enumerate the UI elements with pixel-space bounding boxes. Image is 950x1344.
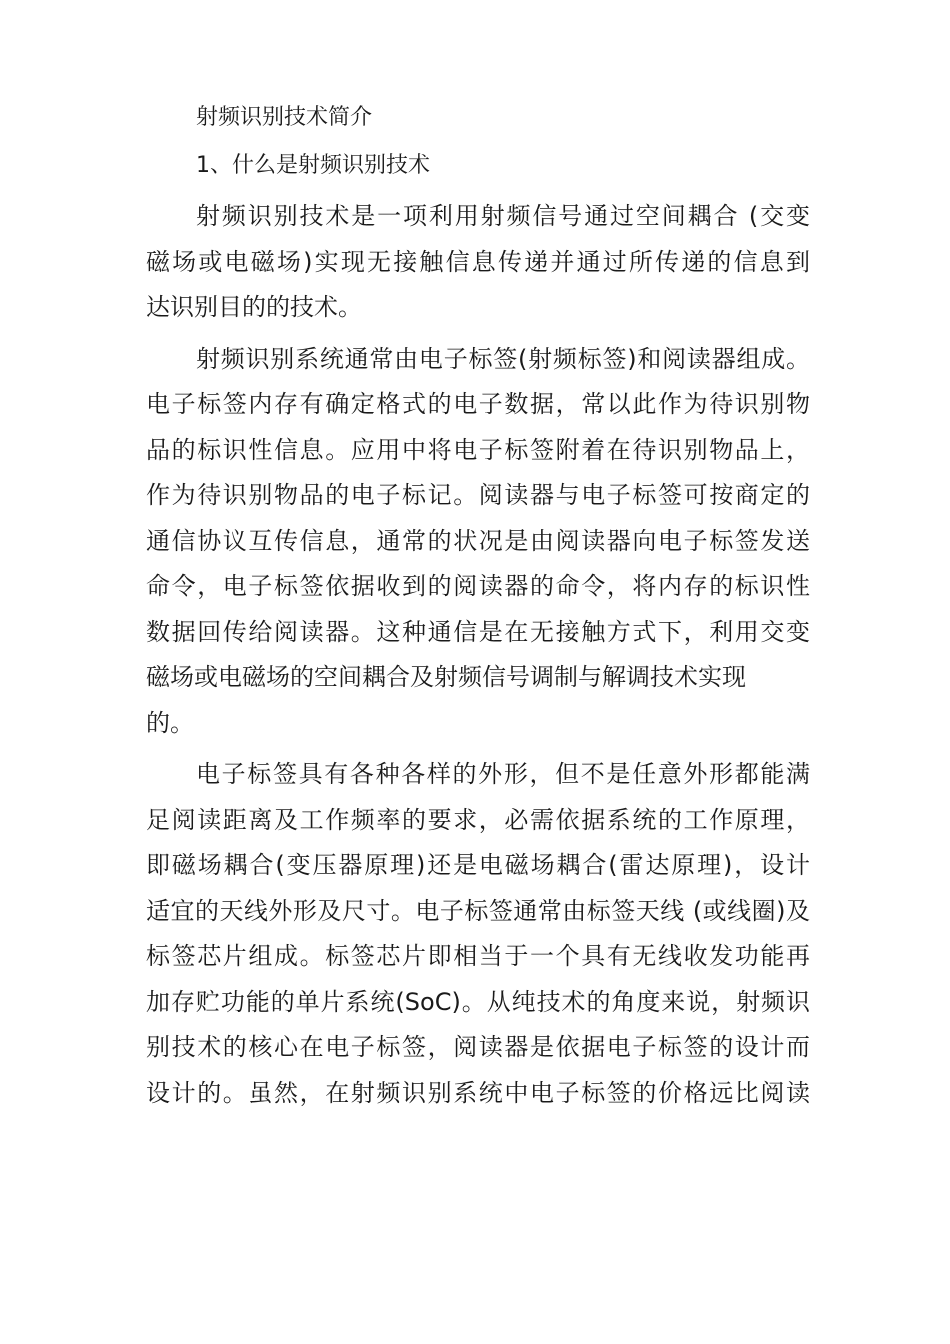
document-title: 射频识别技术简介 <box>196 105 373 130</box>
section-heading: 1、什么是射频识别技术 <box>196 153 430 178</box>
paragraph-line: 通信协议互传信息，通常的状况是由阅读器向电子标签发送 <box>146 526 810 555</box>
paragraph-2 <box>146 337 810 747</box>
paragraph-line: 磁场或电磁场)实现无接触信息传递并通过所传递的信息到 <box>146 247 810 276</box>
paragraph-line: 别技术的核心在电子标签，阅读器是依据电子标签的设计而 <box>146 1033 810 1061</box>
paragraph-line: 加存贮功能的单片系统(SoC)。从纯技术的角度来说，射频识 <box>146 987 810 1016</box>
paragraph-line: 数据回传给阅读器。这种通信是在无接触方式下，利用交变 <box>146 617 810 646</box>
paragraph-line: 足阅读距离及工作频率的要求，必需依据系统的工作原理， <box>146 805 810 834</box>
paragraph-line: 品的标识性信息。应用中将电子标签附着在待识别物品上， <box>146 435 810 464</box>
paragraph-line: 作为待识别物品的电子标记。阅读器与电子标签可按商定的 <box>146 481 810 509</box>
paragraph-line: 适宜的天线外形及尺寸。电子标签通常由标签天线 (或线圈)及 <box>146 896 810 925</box>
paragraph-line: 设计的。虽然，在射频识别系统中电子标签的价格远比阅读 <box>146 1078 810 1107</box>
paragraph-line: 电子标签具有各种各样的外形，但不是任意外形都能满 <box>196 760 810 788</box>
paragraph-line: 射频识别系统通常由电子标签(射频标签)和阅读器组成。 <box>196 344 810 373</box>
paragraph-line: 标签芯片组成。标签芯片即相当于一个具有无线收发功能再 <box>146 942 810 970</box>
paragraph-line: 即磁场耦合(变压器原理)还是电磁场耦合(雷达原理)，设计 <box>146 851 810 879</box>
paragraph-1 <box>146 194 810 331</box>
paragraph-line: 磁场或电磁场的空间耦合及射频信号调制与解调技术实现 <box>146 663 746 691</box>
paragraph-line: 达识别目的的技术。 <box>146 293 362 321</box>
paragraph-3 <box>146 752 810 1116</box>
paragraph-line: 电子标签内存有确定格式的电子数据，常以此作为待识别物 <box>146 390 810 418</box>
paragraph-line: 的。 <box>146 708 194 737</box>
paragraph-line: 射频识别技术是一项利用射频信号通过空间耦合 (交变 <box>196 202 810 230</box>
document-body <box>146 96 810 1116</box>
paragraph-line: 命令，电子标签依据收到的阅读器的命令，将内存的标识性 <box>146 572 810 600</box>
